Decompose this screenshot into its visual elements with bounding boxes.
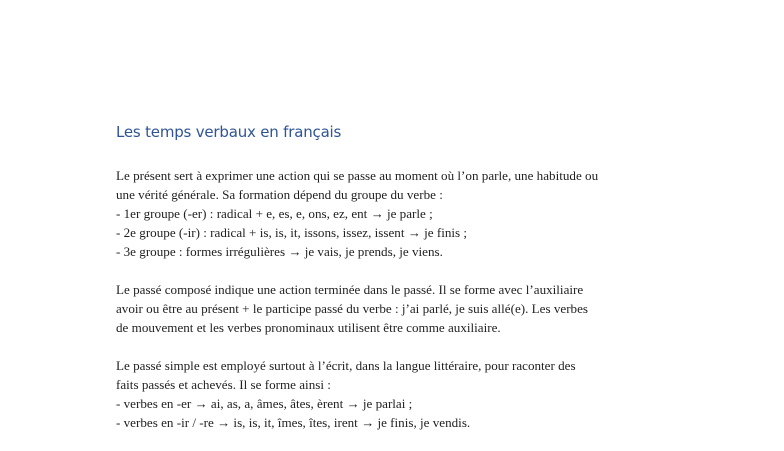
paragraph-passe-simple bbox=[116, 356, 684, 432]
text-line: Le présent sert à exprimer une action qui se passe au moment où l’on parle, une habitude ou bbox=[116, 168, 599, 183]
list-item: - 1er groupe (-er) : radical + e, es, e, ons, ez, ent → je parle ; bbox=[116, 206, 433, 221]
text-line: Le passé simple est employé surtout à l’écrit, dans la langue littéraire, pour raconter des bbox=[116, 358, 576, 373]
list-item: - verbes en -ir / -re → is, is, it, îmes, îtes, irent → je finis, je vendis. bbox=[116, 415, 471, 430]
text-line: avoir ou être au présent + le participe passé du verbe : j’ai parlé, je suis allé(e). Les verbes bbox=[116, 301, 589, 316]
list-item: - 2e groupe (-ir) : radical + is, is, it, issons, issez, issent → je finis ; bbox=[116, 225, 468, 240]
text-line: une vérité générale. Sa formation dépend du groupe du verbe : bbox=[116, 187, 443, 202]
text-line: Le passé composé indique une action terminée dans le passé. Il se forme avec l’auxiliaire bbox=[116, 282, 584, 297]
document-body bbox=[116, 166, 684, 451]
list-item: - 3e groupe : formes irrégulières → je vais, je prends, je viens. bbox=[116, 244, 443, 259]
paragraph-present bbox=[116, 166, 684, 261]
document-heading: Les temps verbaux en français bbox=[116, 123, 342, 141]
paragraph-passe-compose bbox=[116, 280, 684, 337]
text-line: de mouvement et les verbes pronominaux utilisent être comme auxiliaire. bbox=[116, 320, 501, 335]
text-line: faits passés et achevés. Il se forme ainsi : bbox=[116, 377, 331, 392]
list-item: - verbes en -er → ai, as, a, âmes, âtes, èrent → je parlai ; bbox=[116, 396, 413, 411]
